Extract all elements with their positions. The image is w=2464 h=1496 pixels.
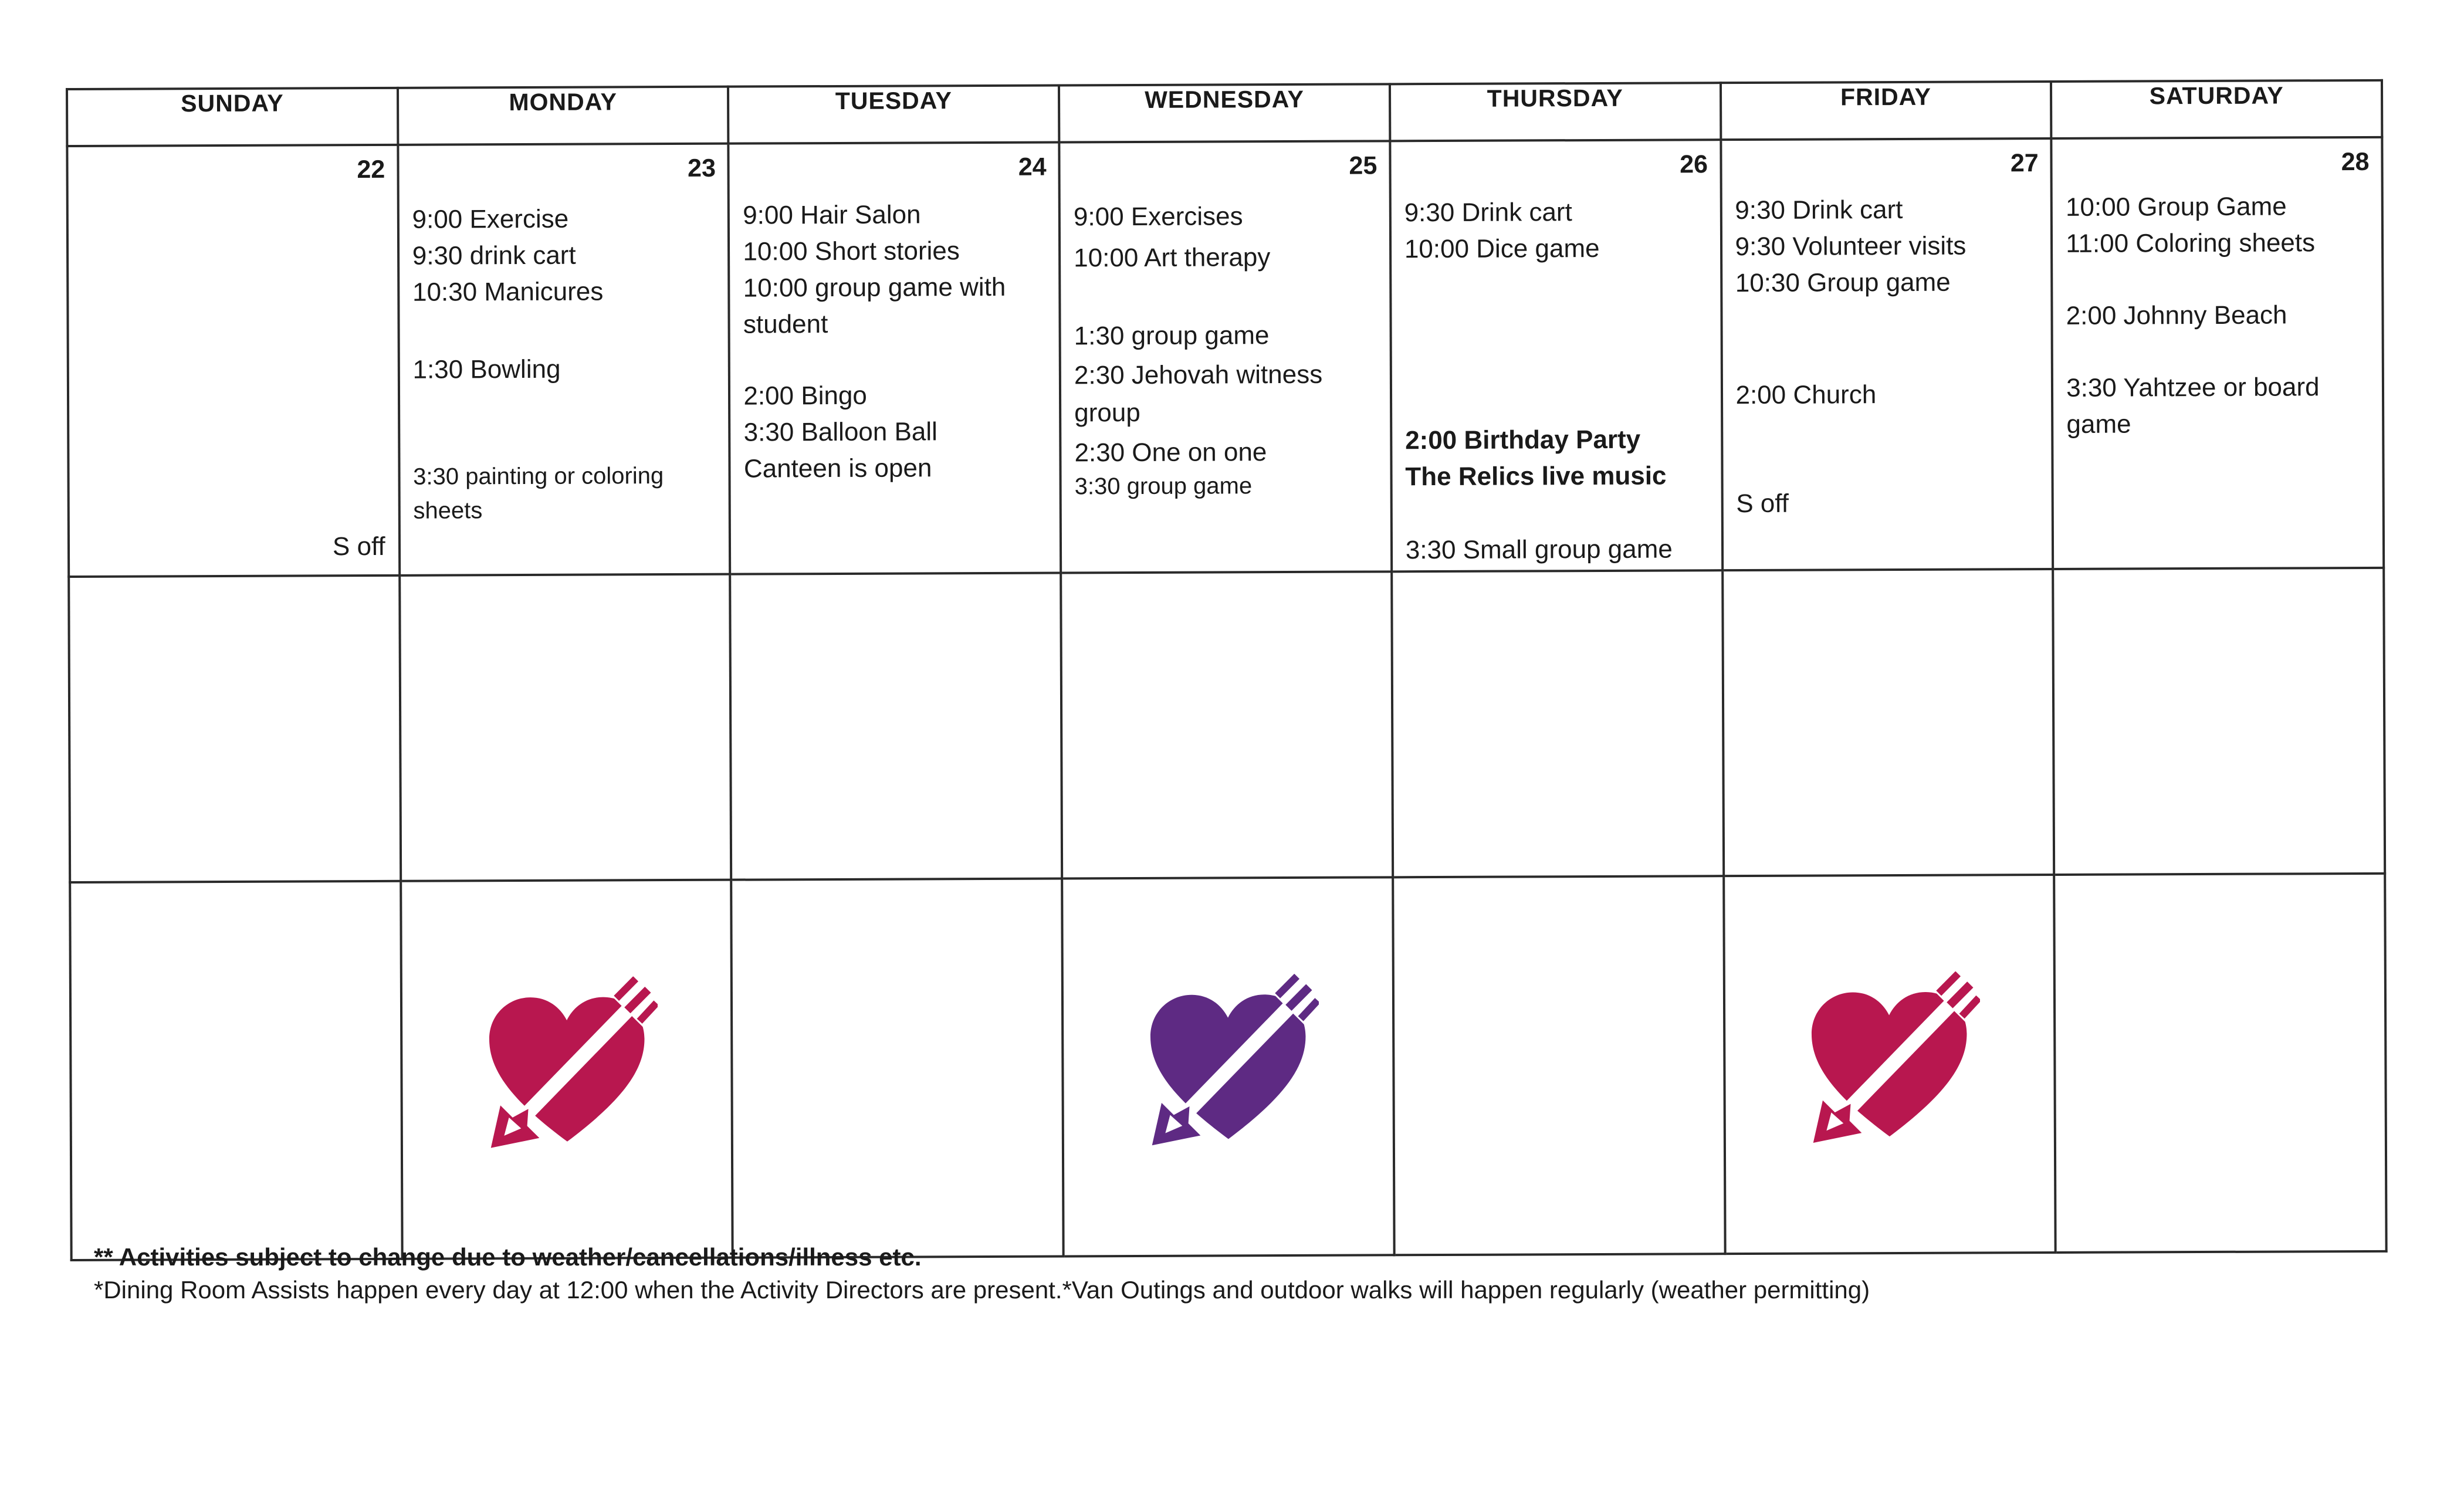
date-number: 28	[2341, 148, 2370, 177]
header-thursday: THURSDAY	[1390, 83, 1721, 141]
event-item: S off	[332, 532, 385, 561]
header-monday: MONDAY	[398, 87, 729, 145]
event-item: S off	[1736, 489, 1789, 519]
empty-cell	[2053, 568, 2385, 875]
date-number: 24	[1018, 153, 1047, 182]
footnotes	[94, 1241, 1870, 1307]
empty-cell	[730, 573, 1062, 879]
header-tuesday: TUESDAY	[728, 85, 1059, 143]
heart-with-arrow-icon	[1137, 974, 1319, 1156]
event-item: 3:30 painting or coloring	[413, 463, 664, 490]
event-item: The Relics live music	[1405, 461, 1667, 492]
day-cell-wednesday	[1059, 141, 1392, 573]
event-item: 3:30 Small group game	[1405, 534, 1673, 565]
event-item: 9:00 Exercises	[1073, 202, 1243, 232]
heart-cell-wednesday	[1062, 877, 1394, 1257]
event-item: Canteen is open	[743, 453, 932, 483]
empty-cell	[69, 576, 401, 882]
event-item: 10:00 Short stories	[743, 236, 960, 266]
event-item: game	[2066, 409, 2131, 439]
event-item: 9:00 Exercise	[412, 204, 569, 234]
event-item: 3:30 Balloon Ball	[743, 417, 938, 447]
date-number: 22	[357, 155, 385, 184]
calendar-grid	[66, 79, 2388, 1261]
week-row-decorations	[70, 873, 2386, 1260]
weekday-header-row	[67, 80, 2382, 146]
event-item: 2:00 Birthday Party	[1405, 425, 1641, 455]
empty-cell	[1393, 876, 1725, 1255]
event-item: 10:00 Art therapy	[1074, 243, 1271, 273]
header-sunday: SUNDAY	[67, 88, 398, 146]
event-item: 10:30 Group game	[1735, 268, 1951, 298]
empty-cell	[1392, 570, 1724, 877]
date-number: 26	[1680, 150, 1708, 179]
empty-cell	[2054, 873, 2386, 1253]
empty-cell	[1722, 569, 2055, 876]
header-friday: FRIDAY	[1721, 82, 2052, 140]
event-item: 9:30 drink cart	[412, 241, 576, 270]
event-item: 9:30 Drink cart	[1404, 198, 1572, 228]
event-item: 1:30 Bowling	[412, 355, 561, 384]
empty-cell	[732, 878, 1064, 1258]
calendar	[66, 79, 2388, 1261]
day-cell-friday	[1721, 138, 2053, 570]
heart-with-arrow-icon	[1798, 972, 1981, 1154]
empty-cell	[400, 574, 732, 881]
event-item: 10:00 Group Game	[2065, 192, 2287, 222]
event-item: 9:30 Drink cart	[1735, 195, 1903, 225]
date-number: 23	[688, 154, 716, 183]
event-item: 9:00 Hair Salon	[743, 200, 921, 230]
event-item: 2:00 Johnny Beach	[2066, 300, 2287, 331]
heart-cell-monday	[401, 879, 733, 1259]
day-cell-saturday	[2052, 137, 2384, 569]
event-item: 3:30 Yahtzee or board	[2066, 373, 2320, 403]
date-number: 25	[1349, 151, 1377, 180]
event-item: student	[743, 310, 828, 339]
event-item: 10:00 group game with	[743, 273, 1006, 303]
week-row-events	[67, 137, 2384, 577]
heart-with-arrow-icon	[475, 976, 658, 1159]
heart-cell-friday	[1724, 875, 2056, 1254]
event-item: 10:00 Dice game	[1404, 234, 1600, 264]
event-item: 11:00 Coloring sheets	[2066, 228, 2316, 259]
event-item: 2:30 One on one	[1074, 438, 1267, 468]
event-item: group	[1074, 398, 1140, 428]
empty-cell	[1061, 571, 1393, 878]
event-item: sheets	[413, 497, 483, 524]
header-saturday: SATURDAY	[2051, 80, 2382, 138]
week-row-blank	[69, 568, 2385, 882]
event-item: 2:30 Jehovah witness	[1074, 360, 1323, 390]
event-item: 2:00 Bingo	[743, 381, 867, 411]
event-item: 9:30 Volunteer visits	[1735, 231, 1967, 262]
day-cell-monday	[398, 144, 730, 576]
empty-cell	[70, 881, 402, 1260]
day-cell-thursday	[1390, 140, 1722, 571]
day-cell-tuesday	[729, 143, 1061, 574]
event-item: 3:30 group game	[1074, 473, 1253, 500]
day-cell-sunday	[67, 145, 400, 577]
footnote-disclaimer: ** Activities subject to change due to weather/cancellations/illness etc.	[94, 1243, 922, 1271]
header-wednesday: WEDNESDAY	[1059, 84, 1390, 142]
event-item: 2:00 Church	[1735, 380, 1877, 410]
date-number: 27	[2010, 149, 2039, 178]
event-item: 10:30 Manicures	[412, 277, 604, 307]
footnote-dining-assists: *Dining Room Assists happen every day at 12:00 when the Activity Directors are present.*Van Outings and outdoor walks will happen regularly (weather permitting)	[94, 1276, 1870, 1304]
event-item: 1:30 group game	[1074, 321, 1270, 351]
